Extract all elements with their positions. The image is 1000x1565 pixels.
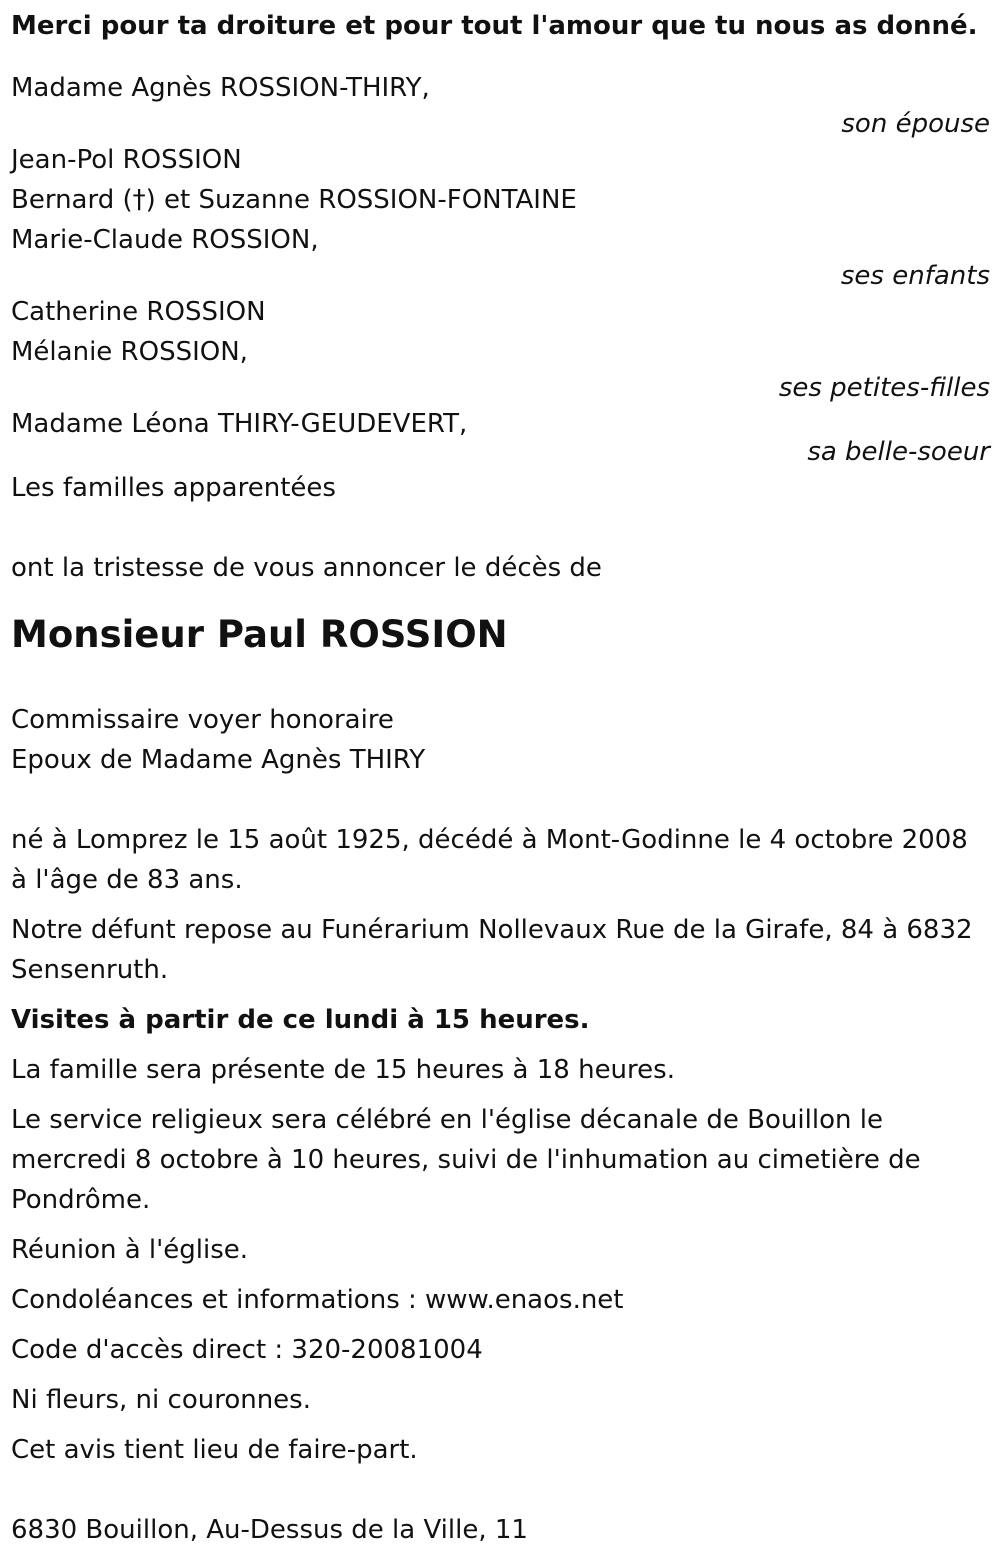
notice-text: Cet avis tient lieu de faire-part.	[11, 1435, 418, 1465]
family-name: Madame Léona THIRY-GEUDEVERT,	[11, 409, 468, 439]
deceased-title: Commissaire voyer honoraire	[11, 705, 394, 735]
announcement-text: ont la tristesse de vous annoncer le décès de	[11, 553, 602, 583]
family-name: Mélanie ROSSION,	[11, 337, 248, 367]
spacer	[11, 1470, 990, 1510]
birth-death-text: né à Lomprez le 15 août 1925, décédé à Mont-Godinne le 4 octobre 2008 à l'âge de 83 ans.	[11, 825, 968, 895]
deceased-name: Monsieur Paul ROSSION	[11, 613, 508, 656]
flowers-text: Ni fleurs, ni couronnes.	[11, 1385, 311, 1415]
family-group-grandchildren	[11, 292, 990, 404]
access-code-text: Code d'accès direct : 320-20081004	[11, 1335, 483, 1365]
family-role: ses petites-filles	[778, 373, 990, 403]
family-group-spouse	[11, 68, 990, 140]
family-name: Catherine ROSSION	[11, 297, 266, 327]
spacer	[11, 46, 990, 68]
intro-text: Merci pour ta droiture et pour tout l'amour que tu nous as donné.	[11, 11, 978, 41]
spacer	[11, 588, 990, 610]
family-name: Marie-Claude ROSSION,	[11, 225, 319, 255]
family-name: Jean-Pol ROSSION	[11, 145, 242, 175]
service-text: Le service religieux sera célébré en l'église décanale de Bouillon le mercredi 8 octobre à 10 heures, suivi de l'inhumation au cimetière de Pondrôme.	[11, 1105, 921, 1215]
spacer	[11, 780, 990, 820]
family-presence-text: La famille sera présente de 15 heures à 18 heures.	[11, 1055, 675, 1085]
family-name: Madame Agnès ROSSION-THIRY,	[11, 73, 430, 103]
family-role: ses enfants	[840, 261, 990, 291]
meeting-text: Réunion à l'église.	[11, 1235, 249, 1265]
family-group-children	[11, 140, 990, 292]
spacer	[11, 508, 990, 548]
family-role: son épouse	[841, 109, 990, 139]
condolences-text: Condoléances et informations : www.enaos.net	[11, 1285, 624, 1315]
family-group-relatives	[11, 468, 990, 508]
spacer	[11, 660, 990, 700]
family-role: sa belle-soeur	[807, 437, 990, 467]
family-group-sister-in-law	[11, 404, 990, 468]
deceased-title: Epoux de Madame Agnès THIRY	[11, 745, 426, 775]
family-name: Bernard (†) et Suzanne ROSSION-FONTAINE	[11, 185, 577, 215]
address-text: 6830 Bouillon, Au-Dessus de la Ville, 11	[11, 1515, 528, 1545]
visits-text: Visites à partir de ce lundi à 15 heures.	[11, 1005, 590, 1035]
family-name: Les familles apparentées	[11, 473, 336, 503]
rest-location-text: Notre défunt repose au Funérarium Nollevaux Rue de la Girafe, 84 à 6832 Sensenruth.	[11, 915, 973, 985]
